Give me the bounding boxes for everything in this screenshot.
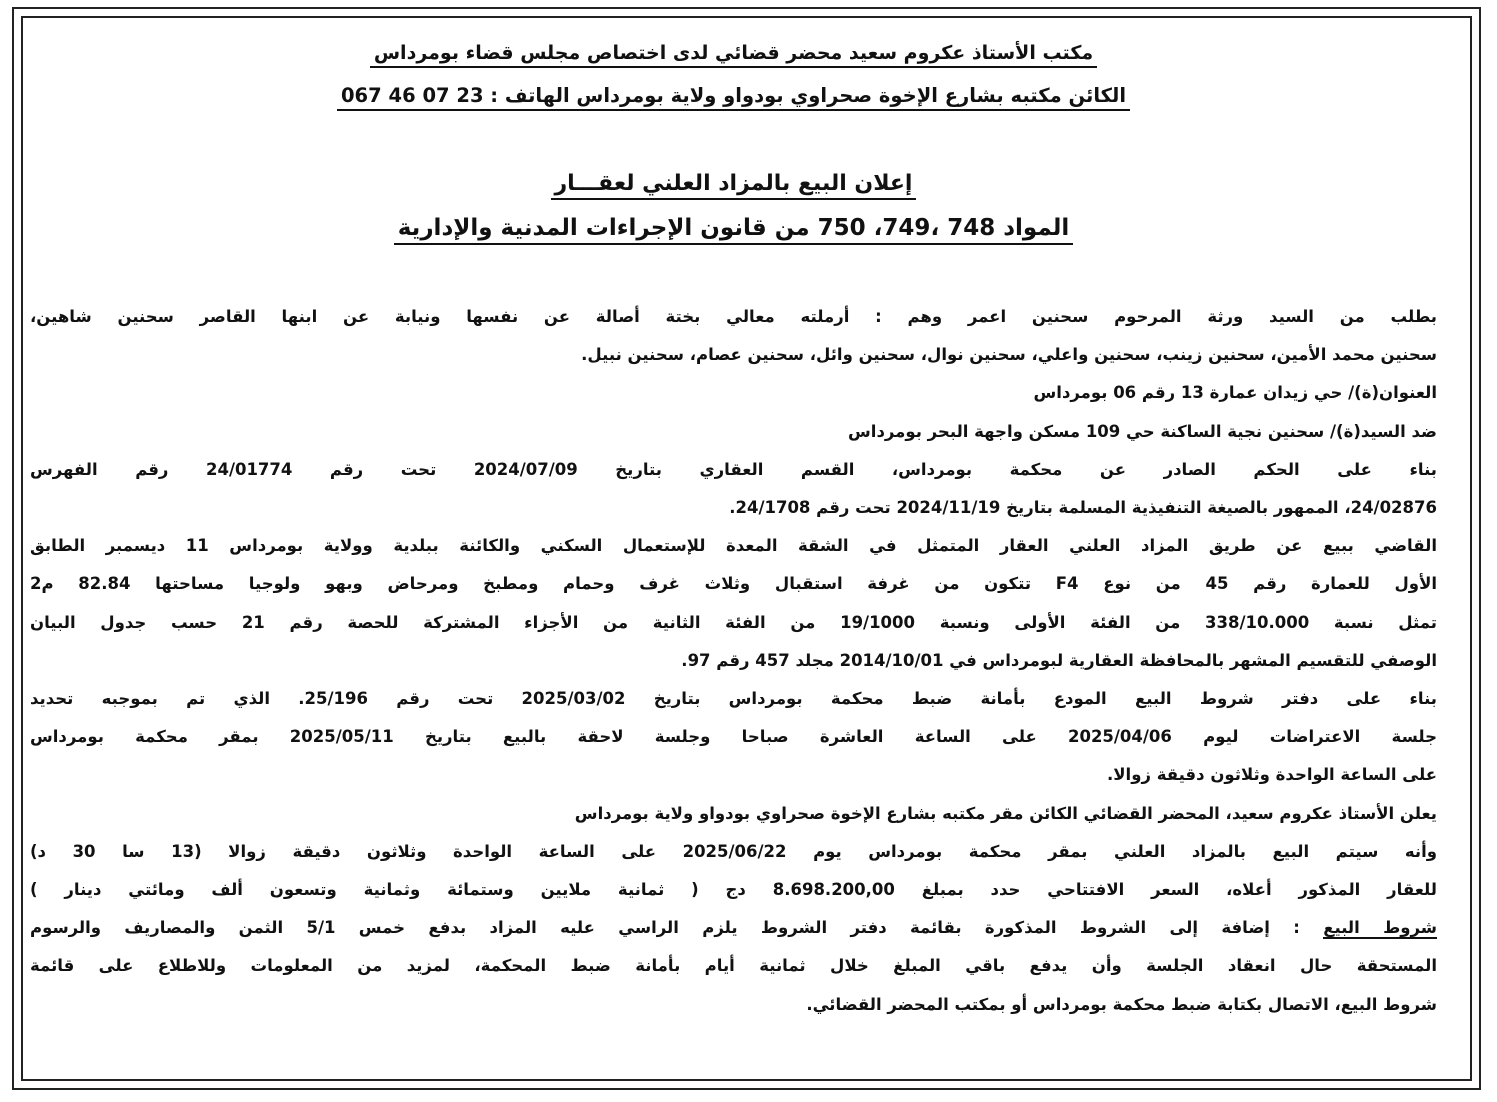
- announcement-title: [30, 171, 1437, 196]
- body-line: القاضي ببيع عن طريق المزاد العلني العقار المتمثل في الشقة المعدة للإستعمال السكني والكائنة ببلدية وولاية بومرداس 11 ديسمبر الطابق: [30, 536, 1437, 556]
- body-line: الأول للعمارة رقم 45 من نوع F4 تتكون من غرفة استقبال وثلاث غرف وحمام ومطبخ ومرحاض وبهو ولوجيا مساحتها 82.84 م2: [30, 574, 1437, 594]
- body-line: يعلن الأستاذ عكروم سعيد، المحضر القضائي الكائن مقر مكتبه بشارع الإخوة صحراوي بودواو ولاية بومرداس: [574, 803, 1437, 823]
- body-line: المستحقة حال انعقاد الجلسة وأن يدفع باقي المبلغ خلال ثمانية أيام بأمانة ضبط المحكمة، لمزيد من المعلومات وللاطلاع على قائمة: [30, 956, 1437, 976]
- body-line: بطلب من السيد ورثة المرحوم سحنين اعمر وهم : أرملته معالي بختة أصالة عن نفسها ونيابة عن ابنها القاصر سحنين شاهين،: [30, 307, 1437, 326]
- body-line: بناء على الحكم الصادر عن محكمة بومرداس، القسم العقاري بتاريخ 2024/07/09 تحت رقم 24/01774 رقم الفهرس: [30, 459, 1437, 479]
- body-line: الوصفي للتقسيم المشهر بالمحافظة العقارية لبومرداس في 2014/10/01 مجلد 457 رقم 97.: [681, 650, 1437, 670]
- office-address-header: [30, 84, 1437, 107]
- articles-text: المواد 748 ،749، 750 من قانون الإجراءات المدنية والإدارية: [394, 215, 1074, 245]
- office-header: [30, 42, 1437, 64]
- body-line: بناء على دفتر شروط البيع المودع بأمانة ضبط محكمة بومرداس بتاريخ 2025/03/02 تحت رقم 25/196. الذي تم بموجبه تحديد: [30, 689, 1437, 708]
- office-name: مكتب الأستاذ عكروم سعيد محضر قضائي لدى اختصاص مجلس قضاء بومرداس: [370, 42, 1097, 68]
- articles-title: [30, 215, 1437, 241]
- sale-conditions-text: : إضافة إلى الشروط المذكورة بقائمة دفتر الشروط يلزم الراسي عليه المزاد بدفع خمس 5/1 الثمن والمصاريف والرسوم: [30, 918, 1324, 938]
- office-address: الكائن مكتبه بشارع الإخوة صحراوي بودواو ولاية بومرداس الهاتف : 23 07 46 067: [337, 84, 1130, 111]
- body-line: العنوان(ة)/ حي زيدان عمارة 13 رقم 06 بومرداس: [1033, 383, 1437, 403]
- body-line: على الساعة الواحدة وثلاثون دقيقة زوالا.: [1106, 765, 1437, 785]
- body-line: ضد السيد(ة)/ سحنين نجية الساكنة حي 109 مسكن واجهة البحر بومرداس: [848, 421, 1437, 441]
- body-line: جلسة الاعتراضات ليوم 2025/04/06 على الساعة العاشرة صباحا وجلسة لاحقة بالبيع بتاريخ 2025/05/11 بمقر محكمة بومرداس: [30, 727, 1437, 747]
- body-line: [30, 915, 1437, 940]
- title-text: إعلان البيع بالمزاد العلني لعقـــار: [551, 171, 917, 200]
- body-line: للعقار المذكور أعلاه، السعر الافتتاحي حدد بمبلغ 8.698.200,00 دج ( ثمانية ملايين وستمائة وثمانية وتسعون ألف ومائتي دينار ): [30, 880, 1437, 899]
- body-line: وأنه سيتم البيع بالمزاد العلني بمقر محكمة بومرداس يوم 2025/06/22 على الساعة الواحدة وثلاثون دقيقة زوالا (13 سا 30 د): [30, 841, 1437, 861]
- body-line: سحنين محمد الأمين، سحنين زينب، سحنين واعلي، سحنين نوال، سحنين وائل، سحنين عصام، سحنين نبيل.: [581, 345, 1437, 365]
- document: [30, 8, 1437, 1082]
- sale-conditions-label: شروط البيع: [1323, 918, 1437, 938]
- body-line: 24/02876، الممهور بالصيغة التنفيذية المسلمة بتاريخ 2024/11/19 تحت رقم 24/1708.: [729, 498, 1437, 517]
- body-line: تمثل نسبة 338/10.000 من الفئة الأولى ونسبة 19/1000 من الفئة الثانية من الأجزاء المشتركة للحصة رقم 21 حسب جدول البيان: [30, 612, 1437, 632]
- body-line: شروط البيع، الاتصال بكتابة ضبط محكمة بومرداس أو بمكتب المحضر القضائي.: [806, 994, 1437, 1014]
